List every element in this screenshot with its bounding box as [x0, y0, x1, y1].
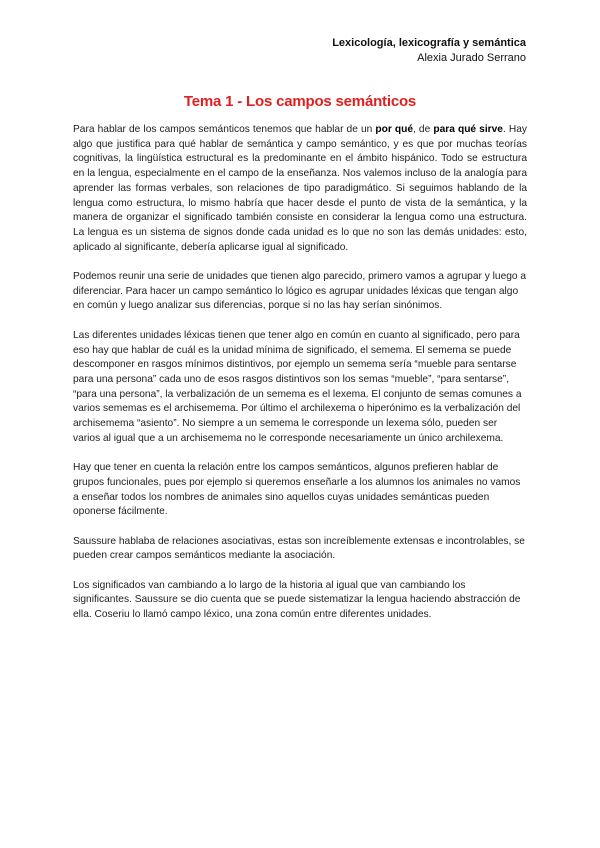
- paragraph-2: Podemos reunir una serie de unidades que tienen algo parecido, primero vamos a agrupar y luego a diferenciar. Para hacer un campo semántico lo lógico es agrupar unidades léxicas que tengan algo en común y luego analizar sus diferencias, porque si no las hay serían sinónimos.: [73, 271, 527, 312]
- paragraph-1-text-c: . Hay algo que justifica para qué hablar de semántica y campo semántico, y es que por muchas teorías cognitivas, la lingüística estructural es la predominante en el ámbito hispánico. Todo se estructura en la lengua, especialmente en el campo de la enseñanza. Nos valemos incluso de la analogía para aprender las formas verbales, son relaciones de tipo paradigmático. Si seguimos hablando de la lengua como estructura, lo mismo habría que hacer desde el punto de vista de la semántica, y la manera de organizar el significado también consiste en considerar la lengua como una estructura. La lengua es un sistema de signos donde cada unidad es lo que no son las demás unidades: esto, aplicado al significante, debería aplicarse igual al significado.: [73, 124, 528, 253]
- page-header: [332, 36, 526, 66]
- paragraph-1-text-a: Para hablar de los campos semánticos tenemos que hablar de un: [73, 124, 376, 135]
- document-title: Tema 1 - Los campos semánticos: [183, 93, 417, 110]
- paragraph-3: Las diferentes unidades léxicas tienen que tener algo en común en cuanto al significado, pero para eso hay que hablar de cuál es la unidad mínima de significado, el semema. El semema se puede descomponer en rasgos mínimos distintivos, por ejemplo un semema sería “mueble para sentarse para una persona” cada uno de esos rasgos distintivos son los semas “mueble”, “para sentarse”, “para una persona”, la verbalización de un semema es el lexema. El conjunto de semas comunes a varios sememas es el archisemema. Por último el archilexema o hiperónimo es la verbalización del archisemema “asiento”. No siempre a un semema le corresponde un lexema sólo, pueden ser varios al igual que a un archisemema no le corresponde necesariamente un único archilexema.: [73, 329, 522, 444]
- paragraph-1: [73, 123, 527, 255]
- paragraph-6: Los significados van cambiando a lo largo de la historia al igual que van cambiando los significantes. Saussure se dio cuenta que se puede sistematizar la lengua haciendo abstracción de ella. Coseriu lo llamó campo léxico, una zona común entre diferentes unidades.: [73, 579, 521, 621]
- document-body: [73, 123, 527, 638]
- author-name: Alexia Jurado Serrano: [417, 52, 526, 64]
- paragraph-5: Saussure hablaba de relaciones asociativas, estas son increíblemente extensas e incontrolables, se pueden crear campos semánticos mediante la asociación.: [73, 535, 525, 562]
- paragraph-1-text-b: , de: [413, 124, 434, 135]
- paragraph-1-bold-b: para qué sirve: [433, 124, 503, 135]
- course-name: Lexicología, lexicografía y semántica: [332, 37, 526, 49]
- paragraph-4: Hay que tener en cuenta la relación entre los campos semánticos, algunos prefieren hablar de grupos funcionales, pues por ejemplo si queremos enseñarle a los alumnos los animales no vamos a enseñar todos los nombres de animales sino aquellos cuyas unidades semánticas pueden oponerse fácilmente.: [73, 462, 521, 518]
- paragraph-1-bold-a: por qué: [375, 124, 414, 135]
